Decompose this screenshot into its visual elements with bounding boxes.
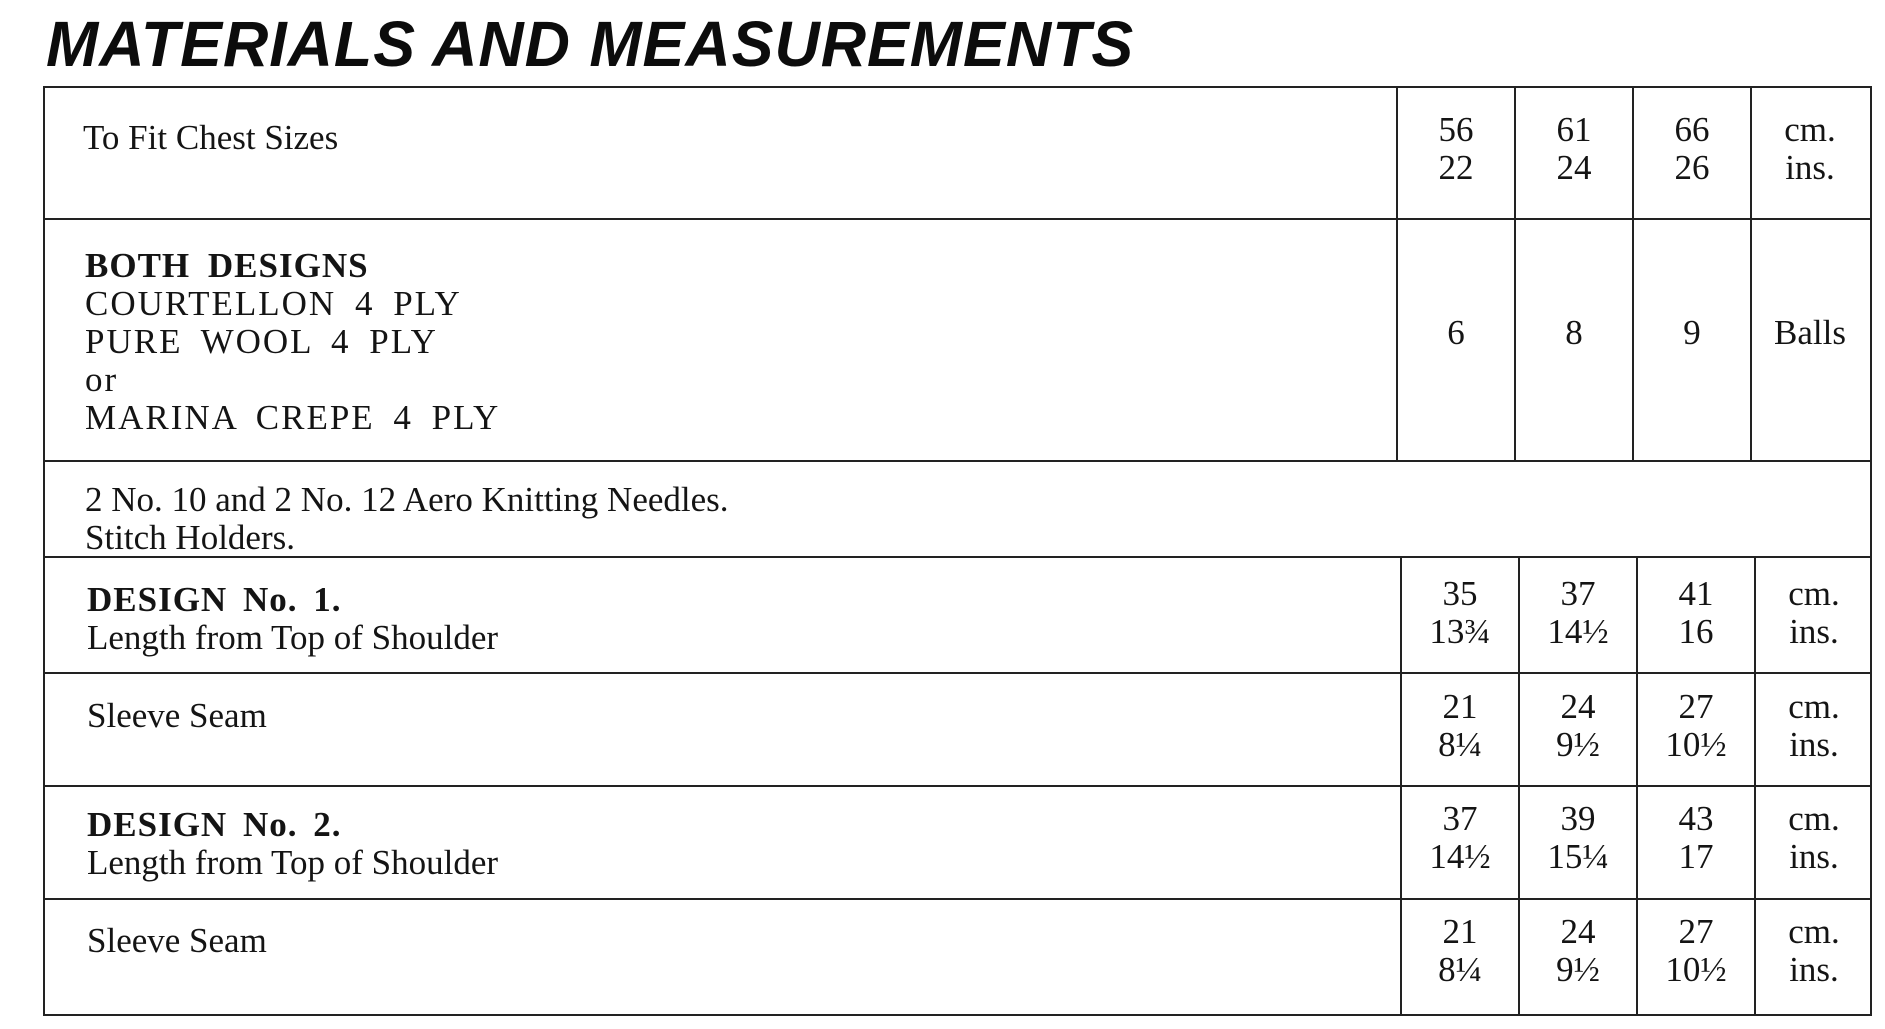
unit-ins: ins. [1789, 612, 1839, 651]
design-2-sleeve-2-ins: 9½ [1556, 950, 1600, 989]
unit-cm: cm. [1788, 687, 1840, 726]
design-2-sleeve-1-cm: 21 [1442, 912, 1478, 951]
yarn-qty-2: 8 [1565, 313, 1583, 352]
design-1-length-3 [1638, 575, 1754, 651]
design-2-sleeve-3-ins: 10½ [1665, 950, 1727, 989]
yarn-qty-3: 9 [1683, 313, 1701, 352]
yarn-line-4: MARINA CREPE 4 PLY [85, 398, 501, 437]
design-1-sleeve-3-ins: 10½ [1665, 725, 1727, 764]
yarn-heading: BOTH DESIGNS [85, 246, 369, 285]
unit-cm: cm. [1788, 799, 1840, 838]
design-1-heading: DESIGN No. 1. [87, 580, 342, 619]
design-2-length-2 [1520, 800, 1636, 876]
yarn-line-3: or [85, 360, 119, 399]
design-1-sleeve-2-ins: 9½ [1556, 725, 1600, 764]
design-1-sleeve-2-cm: 24 [1560, 687, 1596, 726]
design-2-length-3-ins: 17 [1678, 837, 1714, 876]
design-1-length-1-ins: 13¾ [1429, 612, 1491, 651]
row-divider [45, 556, 1870, 558]
design-2-length-2-cm: 39 [1560, 799, 1596, 838]
design-2-sleeve-3 [1638, 913, 1754, 989]
design-2-length-3-cm: 43 [1678, 799, 1714, 838]
design-1-length-3-cm: 41 [1678, 574, 1714, 613]
design-1-length-unit [1756, 575, 1872, 651]
chest-size-2 [1516, 111, 1632, 187]
chest-size-3-cm: 66 [1674, 110, 1710, 149]
design-1-length-2 [1520, 575, 1636, 651]
design-1-sleeve-3 [1638, 688, 1754, 764]
unit-ins: ins. [1789, 950, 1839, 989]
design-2-length-2-ins: 15¼ [1547, 837, 1609, 876]
needles-line-1: 2 No. 10 and 2 No. 12 Aero Knitting Needles. [85, 480, 729, 519]
design-1-length-1 [1402, 575, 1518, 651]
design-2-sleeve-unit [1756, 913, 1872, 989]
design-2-length-label: Length from Top of Shoulder [87, 843, 499, 882]
design-1-sleeve-1-ins: 8¼ [1438, 725, 1482, 764]
unit-cm: cm. [1784, 110, 1836, 149]
yarn-qty-1: 6 [1447, 313, 1465, 352]
design-1-length-label: Length from Top of Shoulder [87, 618, 499, 657]
chest-size-3 [1634, 111, 1750, 187]
design-2-sleeve-2-cm: 24 [1560, 912, 1596, 951]
chest-size-3-ins: 26 [1674, 148, 1710, 187]
design-2-sleeve-1 [1402, 913, 1518, 989]
chest-size-1-ins: 22 [1438, 148, 1474, 187]
design-1-sleeve-3-cm: 27 [1678, 687, 1714, 726]
design-1-length-2-cm: 37 [1560, 574, 1596, 613]
design-1-sleeve-1 [1402, 688, 1518, 764]
chest-size-2-ins: 24 [1556, 148, 1592, 187]
unit-ins: ins. [1789, 837, 1839, 876]
design-1-length-2-ins: 14½ [1547, 612, 1609, 651]
design-2-heading: DESIGN No. 2. [87, 805, 342, 844]
needles-line-2: Stitch Holders. [85, 518, 295, 557]
row-divider [45, 785, 1870, 787]
design-2-sleeve-2 [1520, 913, 1636, 989]
yarn-line-1: COURTELLON 4 PLY [85, 284, 462, 323]
row-divider [45, 460, 1870, 462]
design-1-length-3-ins: 16 [1678, 612, 1714, 651]
unit-ins: ins. [1785, 148, 1835, 187]
unit-cm: cm. [1788, 912, 1840, 951]
design-2-sleeve-label: Sleeve Seam [87, 921, 267, 960]
unit-cm: cm. [1788, 574, 1840, 613]
design-2-sleeve-1-ins: 8¼ [1438, 950, 1482, 989]
yarn-unit: Balls [1774, 313, 1846, 352]
design-1-sleeve-unit [1756, 688, 1872, 764]
design-2-length-1-cm: 37 [1442, 799, 1478, 838]
yarn-line-2: PURE WOOL 4 PLY [85, 322, 438, 361]
design-1-sleeve-1-cm: 21 [1442, 687, 1478, 726]
design-1-sleeve-label: Sleeve Seam [87, 696, 267, 735]
chest-size-1 [1398, 111, 1514, 187]
chest-size-2-cm: 61 [1556, 110, 1592, 149]
design-2-length-unit [1756, 800, 1872, 876]
chest-size-1-cm: 56 [1438, 110, 1474, 149]
chest-size-label: To Fit Chest Sizes [83, 118, 339, 157]
design-1-length-1-cm: 35 [1442, 574, 1478, 613]
design-2-length-1 [1402, 800, 1518, 876]
design-2-length-1-ins: 14½ [1429, 837, 1491, 876]
design-1-sleeve-2 [1520, 688, 1636, 764]
row-divider [45, 218, 1870, 220]
design-2-sleeve-3-cm: 27 [1678, 912, 1714, 951]
design-2-length-3 [1638, 800, 1754, 876]
row-divider [45, 672, 1870, 674]
page-title: MATERIALS AND MEASUREMENTS [46, 8, 1135, 80]
unit-ins: ins. [1789, 725, 1839, 764]
chest-unit [1752, 111, 1868, 187]
row-divider [45, 898, 1870, 900]
